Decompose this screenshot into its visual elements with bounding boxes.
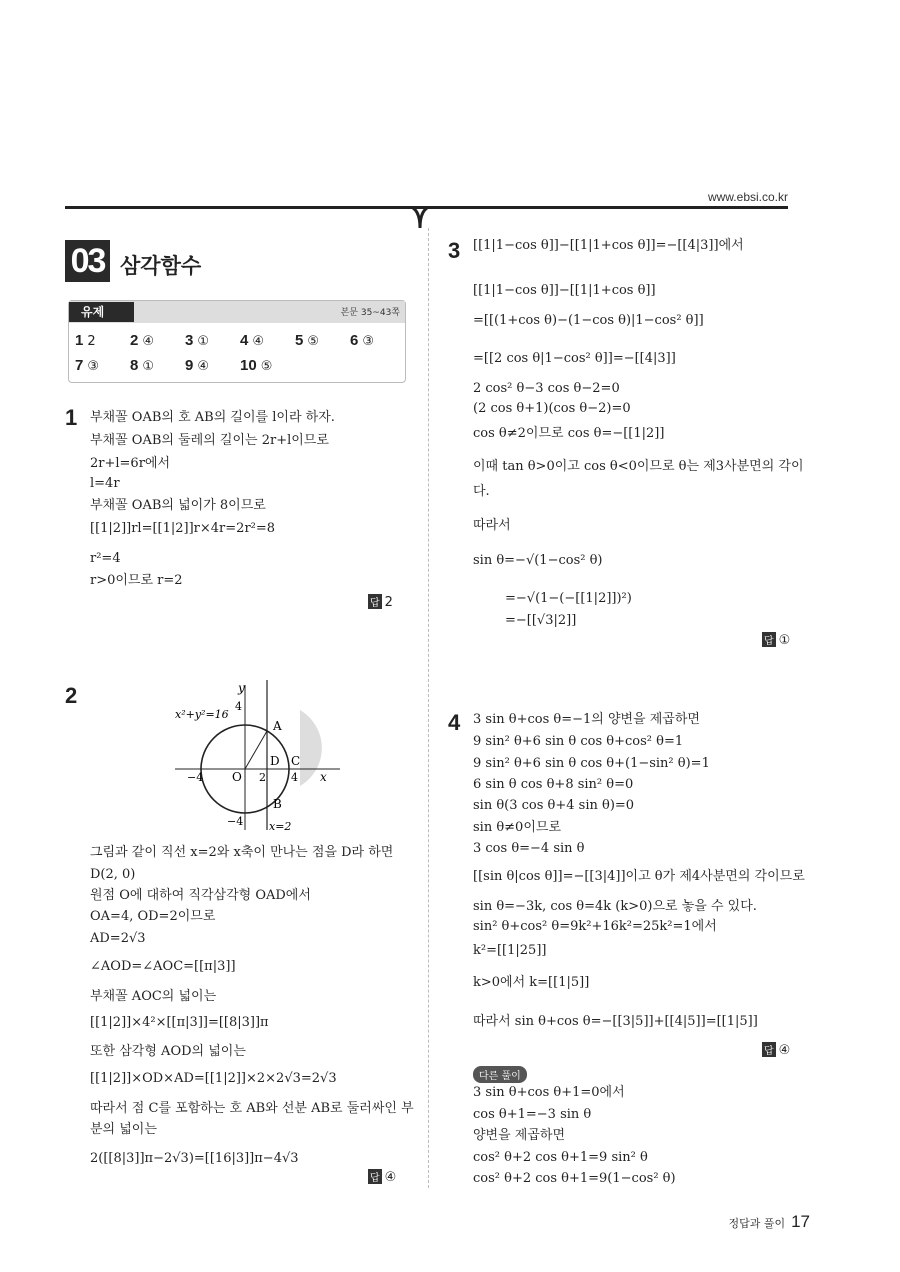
- label-B: B: [273, 797, 282, 811]
- answer-item: [185, 357, 209, 374]
- answer-item: [240, 357, 272, 374]
- solution-line: sin² θ+cos² θ=9k²+16k²=25k²=1에서: [473, 919, 717, 934]
- solution-line: =[[(1+cos θ)−(1−cos θ)|1−cos² θ]]: [473, 313, 704, 328]
- answer-item-value: ③: [362, 334, 374, 349]
- solution-line: sin θ=−3k, cos θ=4k (k>0)으로 놓을 수 있다.: [473, 899, 757, 914]
- problem-number: 3: [448, 238, 461, 263]
- site-url: www.ebsi.co.kr: [707, 190, 788, 204]
- tick-y-4: 4: [235, 700, 242, 713]
- solution-line: 부채꼴 AOC의 넓이는: [90, 989, 217, 1004]
- answer-icon: 답: [368, 594, 382, 609]
- label-y: y: [238, 681, 245, 695]
- answer-value: ④: [384, 1170, 397, 1185]
- answer-item-number: 10: [240, 357, 257, 374]
- segment-OA: [245, 731, 267, 769]
- solution-line: ∠AOD=∠AOC=[[π|3]]: [90, 959, 236, 974]
- solution-line: 3 sin θ+cos θ=−1의 양변을 제곱하면: [473, 712, 700, 727]
- alternate-solution-line: 양변을 제곱하면: [473, 1128, 566, 1143]
- solution-line: 2r+l=6r에서: [90, 456, 171, 471]
- answer-item: [240, 332, 264, 349]
- page-number: 17: [791, 1212, 810, 1231]
- solution-line: [[sin θ|cos θ]]=−[[3|4]]이고 θ가 제4사분면의 각이므로: [473, 869, 805, 884]
- answer-item-value: ④: [142, 334, 154, 349]
- answer-item: [75, 332, 96, 349]
- answer-item-value: ⑤: [307, 334, 319, 349]
- answer-item-number: 5: [295, 332, 304, 349]
- tick-x-neg4: −4: [187, 771, 204, 784]
- answer-item-value: ④: [197, 359, 209, 374]
- solution-line: [[1|2]]×4²×[[π|3]]=[[8|3]]π: [90, 1015, 269, 1030]
- solution-line: 이때 tan θ>0이고 cos θ<0이므로 θ는 제3사분면의 각이: [473, 459, 804, 474]
- answer-item-number: 2: [130, 332, 139, 349]
- solution-line: 부채꼴 OAB의 넓이가 8이므로: [90, 498, 266, 513]
- solution-line: [[1|1−cos θ]]−[[1|1+cos θ]]: [473, 283, 656, 298]
- solution-line: [[1|2]]rl=[[1|2]]r×4r=2r²=8: [90, 521, 276, 536]
- solution-line: 다.: [473, 484, 490, 499]
- solution-line: r²=4: [90, 551, 121, 566]
- solution-line: [[1|2]]×OD×AD=[[1|2]]×2×2√3=2√3: [90, 1071, 337, 1086]
- answer-item: [295, 332, 319, 349]
- answer-value: ①: [778, 633, 791, 648]
- answer-icon: 답: [368, 1169, 382, 1184]
- answer-item-value: ⑤: [260, 359, 273, 374]
- label-C: C: [291, 754, 301, 768]
- label-O: O: [232, 770, 242, 784]
- answer-box-pages: 본문 35~43쪽: [340, 308, 400, 318]
- solution-line: =−√(1−(−[[1|2]])²): [505, 591, 632, 606]
- solution-line: sin θ≠0이므로: [473, 820, 561, 835]
- column-divider: [428, 228, 429, 1188]
- solution-line: OA=4, OD=2이므로: [90, 909, 216, 924]
- answer-icon: 답: [762, 632, 776, 647]
- answer-value: 2: [384, 595, 393, 610]
- solution-line: 따라서: [473, 518, 511, 533]
- label-A: A: [273, 719, 282, 733]
- chapter-number: 03: [65, 240, 110, 282]
- solution-line: k²=[[1|25]]: [473, 943, 547, 958]
- alternate-solution-line: cos² θ+2 cos θ+1=9 sin² θ: [473, 1150, 648, 1165]
- answer-item: [130, 357, 154, 374]
- answer-item: [130, 332, 154, 349]
- circle-equation: x²+y²=16: [175, 708, 229, 721]
- solution-line: 부채꼴 OAB의 호 AB의 길이를 l이라 하자.: [90, 410, 335, 425]
- solution-line: =[[2 cos θ|1−cos² θ]]=−[[4|3]]: [473, 351, 676, 366]
- line-equation: x=2: [269, 820, 292, 833]
- answer-item-number: 4: [240, 332, 249, 349]
- answer-marker: [762, 1042, 790, 1058]
- solution-line: 6 sin θ cos θ+8 sin² θ=0: [473, 777, 634, 792]
- solution-line: AD=2√3: [90, 931, 146, 946]
- answer-item-value: ①: [197, 334, 209, 349]
- tick-y-neg4: −4: [227, 815, 244, 828]
- solution-line: r>0이므로 r=2: [90, 573, 183, 588]
- tick-x-2: 2: [259, 771, 266, 784]
- answer-box-tag: 유제: [69, 302, 134, 322]
- solution-line: l=4r: [90, 476, 120, 491]
- alternate-solution-badge: 다른 풀이: [473, 1066, 527, 1083]
- answer-item-number: 3: [185, 332, 194, 349]
- answer-marker: [762, 632, 790, 648]
- solution-line: [[1|1−cos θ]]−[[1|1+cos θ]]=−[[4|3]]에서: [473, 238, 744, 253]
- solution-line: 2 cos² θ−3 cos θ−2=0: [473, 381, 620, 396]
- problem-number: 2: [65, 683, 78, 708]
- solution-line: 그림과 같이 직선 x=2와 x축이 만나는 점을 D라 하면: [90, 845, 394, 860]
- solution-line: 원점 O에 대하여 직각삼각형 OAD에서: [90, 888, 311, 903]
- alternate-solution-line: cos² θ+2 cos θ+1=9(1−cos² θ): [473, 1171, 676, 1186]
- solution-line: D(2, 0): [90, 867, 136, 882]
- page-footer: [728, 1212, 810, 1232]
- solution-line: 9 sin² θ+6 sin θ cos θ+cos² θ=1: [473, 734, 684, 749]
- label-D: D: [270, 754, 280, 768]
- answer-item-number: 7: [75, 357, 84, 374]
- solution-line: 2([[8|3]]π−2√3)=[[16|3]]π−4√3: [90, 1151, 299, 1166]
- chapter-title: 삼각함수: [120, 254, 202, 278]
- answer-item-value: 2: [87, 334, 96, 349]
- answer-item: [185, 332, 209, 349]
- header-notch: [408, 206, 432, 228]
- answer-item-number: 8: [130, 357, 139, 374]
- answer-marker: [368, 594, 393, 610]
- solution-line: (2 cos θ+1)(cos θ−2)=0: [473, 401, 631, 416]
- solution-line: sin θ(3 cos θ+4 sin θ)=0: [473, 798, 635, 813]
- answer-item: [350, 332, 374, 349]
- solution-line: 따라서 sin θ+cos θ=−[[3|5]]+[[4|5]]=[[1|5]]: [473, 1014, 758, 1029]
- solution-line: 3 cos θ=−4 sin θ: [473, 841, 585, 856]
- answer-marker: [368, 1169, 396, 1185]
- solution-line: 따라서 점 C를 포함하는 호 AB와 선분 AB로 둘러싸인 부: [90, 1101, 414, 1116]
- solution-line: 부채꼴 OAB의 둘레의 길이는 2r+l이므로: [90, 433, 329, 448]
- tick-x-4: 4: [291, 771, 298, 784]
- label-x: x: [320, 770, 327, 784]
- solution-line: sin θ=−√(1−cos² θ): [473, 553, 603, 568]
- solution-line: k>0에서 k=[[1|5]]: [473, 975, 590, 990]
- answer-item-value: ①: [142, 359, 154, 374]
- problem-2-figure: [165, 680, 345, 840]
- answer-item-value: ④: [252, 334, 264, 349]
- solution-line: 또한 삼각형 AOD의 넓이는: [90, 1044, 246, 1059]
- answer-item: [75, 357, 99, 374]
- answer-item-value: ③: [87, 359, 99, 374]
- answer-value: ④: [778, 1043, 791, 1058]
- alternate-solution-line: cos θ+1=−3 sin θ: [473, 1107, 592, 1122]
- shaded-region: [300, 710, 322, 786]
- alternate-solution-line: 3 sin θ+cos θ+1=0에서: [473, 1085, 625, 1100]
- answer-item-number: 9: [185, 357, 194, 374]
- problem-number: 4: [448, 710, 461, 735]
- footer-label: 정답과 풀이: [728, 1217, 786, 1230]
- solution-line: cos θ≠2이므로 cos θ=−[[1|2]]: [473, 426, 665, 441]
- answer-item-number: 1: [75, 332, 84, 349]
- solution-line: 분의 넓이는: [90, 1122, 157, 1137]
- answer-item-number: 6: [350, 332, 359, 349]
- solution-line: =−[[√3|2]]: [505, 613, 577, 628]
- answer-icon: 답: [762, 1042, 776, 1057]
- solution-line: 9 sin² θ+6 sin θ cos θ+(1−sin² θ)=1: [473, 756, 710, 771]
- problem-number: 1: [65, 405, 78, 430]
